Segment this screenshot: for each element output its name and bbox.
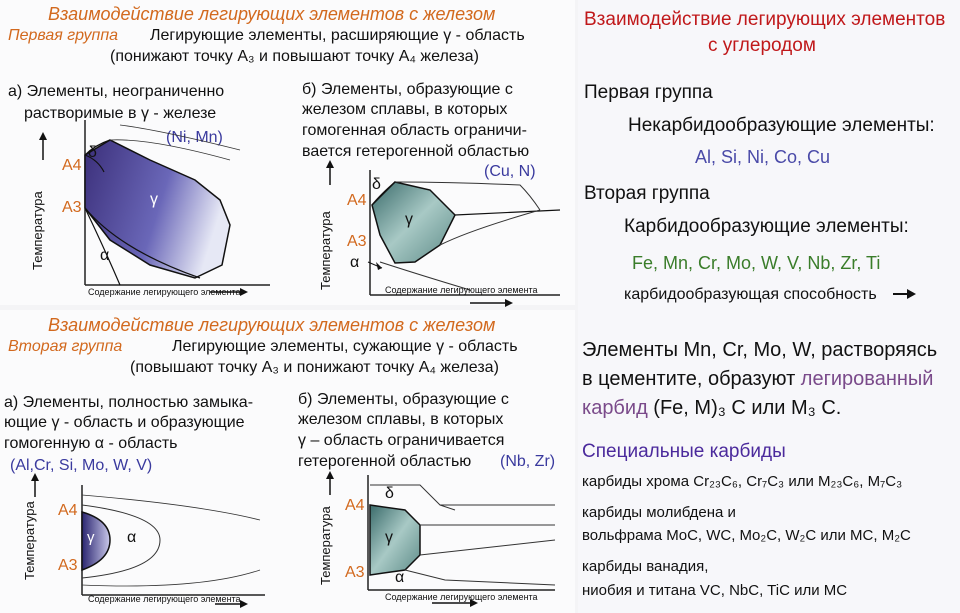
bottom-a-text-2: ющие γ - область и образующие (4, 414, 245, 431)
bottom-b-a3: A3 (345, 564, 365, 581)
right-spec-2b: вольфрама MoC, WC, Mo₂C, W₂C или MC, M₂C (582, 527, 911, 544)
bottom-b-delta: δ (385, 485, 394, 502)
right-p-line3-a: карбид (582, 397, 648, 419)
diagram-bottom-a (31, 473, 265, 608)
top-b-delta: δ (372, 176, 381, 193)
diagram-bottom-b (326, 471, 555, 607)
bottom-a-a4: A4 (58, 502, 78, 519)
bottom-b-elements: (Nb, Zr) (500, 453, 556, 470)
right-g2-elements: Fe, Mn, Cr, Mo, W, V, Nb, Zr, Ti (632, 253, 881, 273)
right-g2-label: Вторая группа (584, 183, 710, 204)
right-g1-desc: Некарбидообразующие элементы: (628, 115, 935, 136)
bottom-a-elements: (Al,Cr, Si, Mo, W, V) (10, 457, 153, 474)
bottom-a-alpha: α (127, 529, 137, 546)
right-spec-1: карбиды хрома Cr₂₃C₆, Cr₇C₃ или M₂₃C₆, M₇C₃ (582, 473, 903, 490)
top-a-a4: A4 (62, 157, 82, 174)
bottom-group-desc-2: (повышают точку A₃ и понижают точку A₄ железа) (130, 359, 499, 376)
right-spec-2a: карбиды молибдена и (582, 504, 736, 521)
right-spec-3b: ниобия и титана VC, NbC, TiC или MC (582, 582, 848, 599)
top-b-a3: A3 (347, 233, 367, 250)
bottom-b-alpha: α (395, 569, 405, 586)
top-a-alpha: α (100, 247, 110, 264)
top-b-ylabel: Температура (318, 211, 333, 290)
bottom-group-label: Вторая группа (8, 338, 123, 355)
right-p-line2 (582, 369, 933, 389)
right-title-1: Взаимодействие легирующих элементов (584, 9, 946, 30)
bottom-a-a3: A3 (58, 557, 78, 574)
right-p-line1: Элементы Mn, Cr, Mo, W, растворяясь (582, 339, 938, 361)
top-section-title: Взаимодействие легирующих элементов с железом (48, 4, 496, 24)
right-p-line2-b: легированный (800, 368, 934, 390)
bottom-b-text-4: гетерогенной областью (298, 453, 472, 470)
bottom-a-gamma: γ (87, 529, 95, 546)
top-b-text-1: б) Элементы, образующие с (302, 81, 513, 98)
bottom-b-text-2: железом сплавы, в которых (298, 411, 504, 428)
right-g2-desc: Карбидообразующие элементы: (624, 216, 909, 237)
bottom-b-ylabel: Температура (318, 506, 333, 585)
top-b-gamma: γ (405, 211, 413, 228)
top-b-text-4: вается гетерогенной областью (302, 143, 530, 160)
bottom-a-text-1: а) Элементы, полностью замыка- (4, 394, 254, 411)
right-p-line2-a: в цементите, образуют (582, 368, 796, 390)
bottom-b-text-3: γ – область ограничивается (298, 432, 505, 449)
right-spec-3a: карбиды ванадия, (582, 558, 709, 575)
top-group-desc-2: (понижают точку A₃ и повышают точку A₄ железа) (110, 48, 479, 65)
right-g1-label: Первая группа (584, 82, 713, 103)
top-a-ylabel: Температура (30, 191, 45, 270)
right-p-line3 (582, 398, 841, 418)
top-a-elements: (Ni, Mn) (166, 129, 223, 146)
right-g2-note: карбидообразующая способность (624, 286, 877, 303)
carbide-arrow-icon (893, 289, 916, 299)
bottom-a-ylabel: Температура (22, 501, 37, 580)
top-a-text-1: а) Элементы, неограниченно (8, 83, 225, 100)
top-group-label: Первая группа (8, 27, 119, 44)
top-b-text-3: гомогенная область ограничи- (302, 122, 527, 139)
bottom-a-xlabel: Содержание легирующего элемента (88, 594, 241, 604)
bottom-b-a4: A4 (345, 497, 365, 514)
top-a-text-2: растворимые в γ - железе (24, 105, 217, 122)
top-b-elements: (Cu, N) (484, 163, 536, 180)
bottom-b-xlabel: Содержание легирующего элемента (385, 592, 538, 602)
bottom-a-text-3: гомогенную α - область (4, 435, 178, 452)
top-b-alpha: α (350, 254, 360, 271)
right-p-line3-b: (Fe, M)₃ С или M₃ С. (653, 397, 842, 419)
bottom-section-title: Взаимодействие легирующих элементов с железом (48, 315, 496, 335)
top-b-a4: A4 (347, 192, 367, 209)
top-b-xlabel: Содержание легирующего элемента (385, 285, 538, 295)
top-a-xlabel: Содержание легирующего элемента (88, 287, 241, 297)
bottom-b-gamma: γ (385, 529, 393, 546)
top-group-desc-1: Легирующие элементы, расширяющие γ - область (150, 27, 525, 44)
right-title-2: с углеродом (708, 35, 816, 56)
top-b-text-2: железом сплавы, в которых (302, 101, 508, 118)
top-a-delta: δ (88, 144, 97, 161)
bottom-b-text-1: б) Элементы, образующие с (298, 391, 509, 408)
bottom-group-desc-1: Легирующие элементы, сужающие γ - область (172, 338, 518, 355)
right-g1-elements: Al, Si, Ni, Co, Cu (695, 147, 831, 167)
top-a-gamma: γ (150, 191, 158, 208)
right-spec-title: Специальные карбиды (582, 441, 786, 462)
top-a-a3: A3 (62, 199, 82, 216)
